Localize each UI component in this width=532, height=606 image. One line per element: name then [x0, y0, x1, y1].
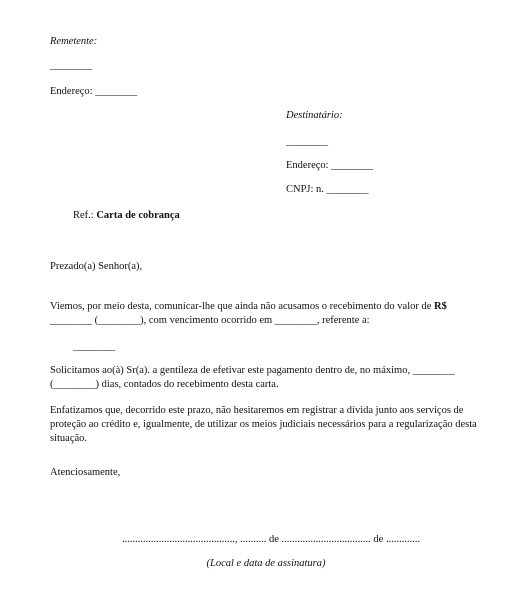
closing: Atenciosamente,: [50, 467, 121, 478]
paragraph3: Enfatizamos que, decorrido este prazo, não hesitaremos em registrar a dívida junto aos serviços de proteção ao crédito e, igualmente, de utilizar os meios judiciais necessários para a regularização desta situação.: [50, 405, 477, 444]
paragraph1-text: Viemos, por meio desta, comunicar-lhe que ainda não acusamos o recebimento do valor de: [50, 301, 435, 312]
paragraph2-line1: Solicitamos ao(à) Sr(a). a gentileza de efetivar este pagamento dentro de, no máximo, ________: [50, 365, 455, 376]
sender-name-blank: ________: [50, 60, 92, 71]
sender-label: Remetente:: [50, 36, 98, 47]
currency-symbol: R$: [434, 301, 447, 312]
reference-line: [73, 211, 180, 222]
place-date-line: ..........................................., .......... de .................................. de .............: [122, 534, 421, 545]
reference-subject: Carta de cobrança: [96, 210, 180, 221]
paragraph2-line2: (________) dias, contados do recebimento desta carta.: [50, 379, 279, 390]
paragraph1-line2: ________ (________), com vencimento ocorrido em ________, referente a:: [50, 315, 370, 326]
recipient-name-blank: ________: [286, 136, 328, 147]
paragraph1-line1: [50, 302, 447, 313]
salutation: Prezado(a) Senhor(a),: [50, 261, 143, 272]
recipient-label: Destinatário:: [286, 110, 343, 121]
recipient-cnpj: CNPJ: n. ________: [286, 184, 369, 195]
place-date-caption: (Local e data de assinatura): [206, 558, 326, 569]
reference-blank: ________: [73, 341, 115, 352]
recipient-address: Endereço: ________: [286, 160, 374, 171]
sender-address: Endereço: ________: [50, 86, 138, 97]
reference-prefix: Ref.:: [73, 210, 97, 221]
